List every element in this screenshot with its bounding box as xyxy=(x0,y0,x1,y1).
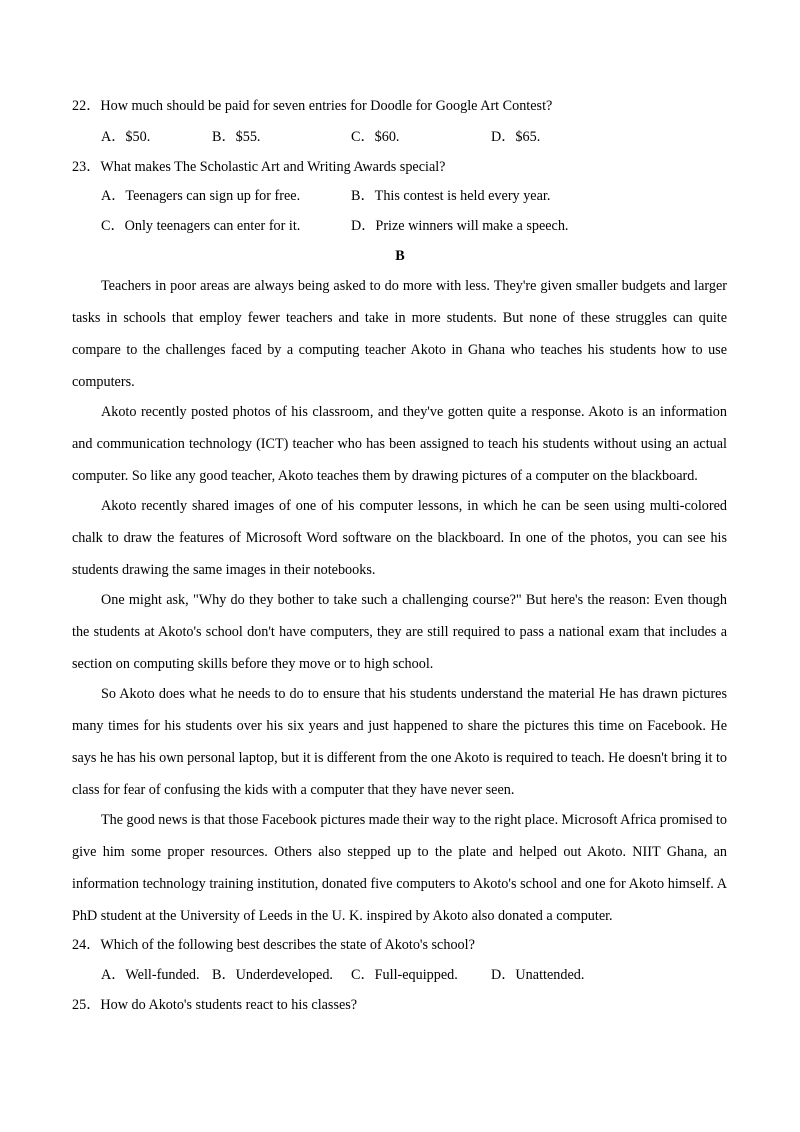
passage-line: computer. So like any good teacher, Akoto teaches them by drawing pictures of a computer on the blackboard. xyxy=(72,468,698,484)
question-24-option-d: D．Unattended. xyxy=(491,967,585,983)
passage-line: section on computing skills before they move or to high school. xyxy=(72,656,434,672)
passage-line: PhD student at the University of Leeds in the U. K. inspired by Akoto also donated a computer. xyxy=(72,908,613,924)
passage-line: the students at Akoto's school don't have computers, they are still required to pass a national exam that includes a xyxy=(72,624,727,640)
passage-line: class for fear of confusing the kids with a computer that they have never seen. xyxy=(72,782,515,798)
passage-line: chalk to draw the features of Microsoft Word software on the blackboard. In one of the photos, you can see his xyxy=(72,530,727,546)
passage-line: Akoto recently shared images of one of his computer lessons, in which he can be seen using multi-colored xyxy=(101,498,727,514)
question-25-stem: 25．How do Akoto's students react to his classes? xyxy=(72,997,358,1013)
passage-line: computers. xyxy=(72,374,135,390)
question-22-stem: 22．How much should be paid for seven entries for Doodle for Google Art Contest? xyxy=(72,98,553,114)
question-23-option-d: D．Prize winners will make a speech. xyxy=(351,218,569,234)
question-23-option-c: C．Only teenagers can enter for it. xyxy=(101,218,301,234)
passage-line: Teachers in poor areas are always being asked to do more with less. They're given smaller budgets and larger xyxy=(101,278,727,294)
question-24-stem: 24．Which of the following best describes the state of Akoto's school? xyxy=(72,937,475,953)
question-24-option-b: B．Underdeveloped. xyxy=(212,967,333,983)
passage-line: give him some proper resources. Others also stepped up to the plate and helped out Akoto. NIIT Ghana, an xyxy=(72,844,727,860)
passage-line: and communication technology (ICT) teacher who has been assigned to teach his students without using an actual xyxy=(72,436,727,452)
passage-line: students drawing the same images in their notebooks. xyxy=(72,562,376,578)
section-b-heading: B xyxy=(395,248,405,264)
question-24-option-a: A．Well-funded. xyxy=(101,967,200,983)
passage-line: many times for his students over his six years and just happened to share the pictures this time on Facebook. He xyxy=(72,718,727,734)
question-22-option-b: B．$55. xyxy=(212,129,261,145)
passage-line: information technology training institution, donated five computers to Akoto's school and one for Akoto himself. A xyxy=(72,876,727,892)
passage-line: So Akoto does what he needs to do to ensure that his students understand the material He has drawn pictures xyxy=(101,686,727,702)
question-22-option-a: A．$50. xyxy=(101,129,151,145)
question-24-option-c: C．Full-equipped. xyxy=(351,967,458,983)
passage-line: tasks in schools that employ fewer teachers and take in more students. But none of these struggles can quite xyxy=(72,310,727,326)
question-23-option-a: A．Teenagers can sign up for free. xyxy=(101,188,301,204)
passage-line: The good news is that those Facebook pictures made their way to the right place. Microsoft Africa promised to xyxy=(101,812,727,828)
passage-line: One might ask, "Why do they bother to take such a challenging course?" But here's the reason: Even though xyxy=(101,592,727,608)
passage-line: says he has his own personal laptop, but it is different from the one Akoto is required to teach. He doesn't bring it to xyxy=(72,750,727,766)
question-23-option-b: B．This contest is held every year. xyxy=(351,188,551,204)
question-23-stem: 23．What makes The Scholastic Art and Writing Awards special? xyxy=(72,159,446,175)
question-22-option-d: D．$65. xyxy=(491,129,541,145)
question-22-option-c: C．$60. xyxy=(351,129,400,145)
passage-line: Akoto recently posted photos of his classroom, and they've gotten quite a response. Akoto is an information xyxy=(101,404,727,420)
passage-line: compare to the challenges faced by a computing teacher Akoto in Ghana who teaches his students how to use xyxy=(72,342,727,358)
